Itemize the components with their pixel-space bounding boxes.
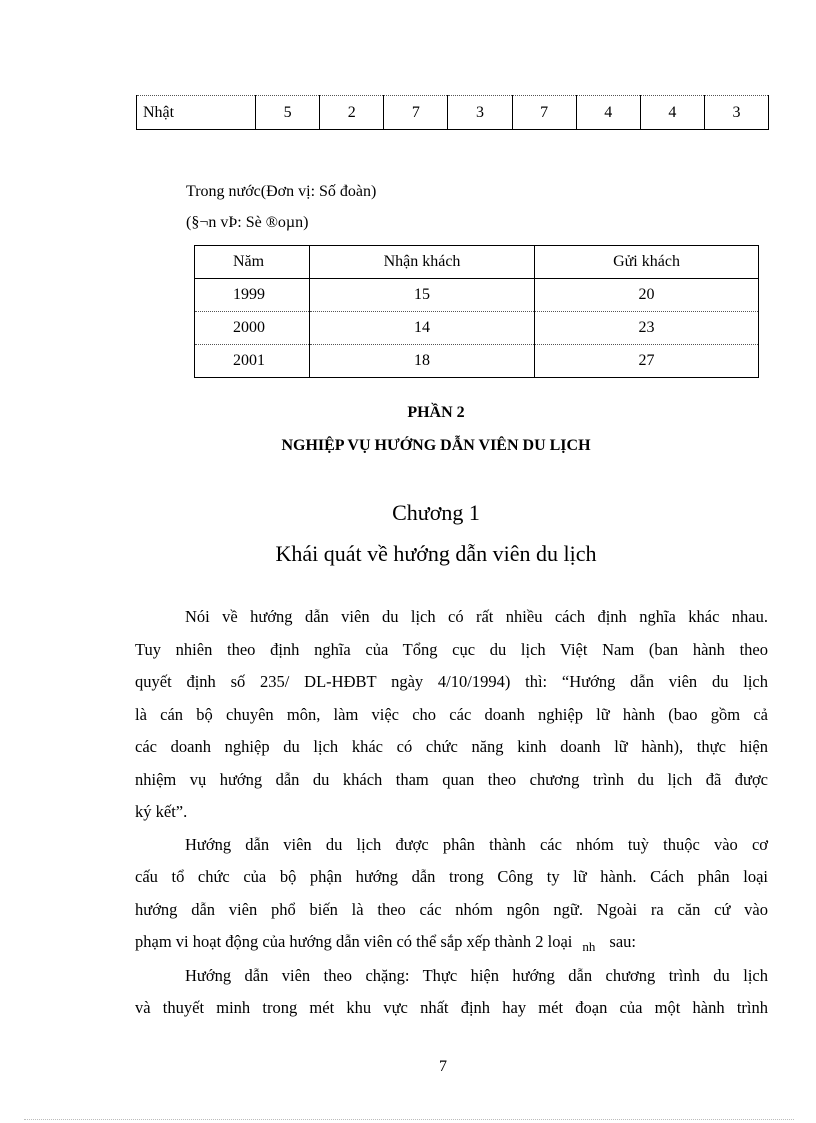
column-header: Gửi khách — [535, 246, 759, 279]
paragraph-line: nhiệm vụ hướng dẫn du khách tham quan theo chương trình du lịch đã được — [135, 769, 768, 789]
table-cell: 4 — [640, 96, 704, 130]
paragraph-line: hướng dẫn viên phổ biến là theo các nhóm ngôn ngữ. Ngoài ra căn cứ vào — [135, 899, 768, 919]
table-header-row — [195, 246, 759, 279]
table-cell: 2001 — [195, 345, 310, 378]
paragraph-line: các doanh nghiệp du lịch khác có chức năng kinh doanh lữ hành), thực hiện — [135, 737, 768, 756]
table-cell: 2000 — [195, 312, 310, 345]
column-header: Nhận khách — [310, 246, 535, 279]
chapter-title: Chương 1 — [392, 500, 480, 525]
paragraph-line: ký kết”. — [135, 802, 188, 821]
paragraph-line: là cán bộ chuyên môn, làm việc cho các doanh nghiệp lữ hành (bao gồm cả — [135, 704, 768, 724]
table-cell: 7 — [384, 96, 448, 130]
line-text: sau: — [609, 932, 636, 951]
page-footer-divider — [24, 1119, 794, 1120]
table-cell: 23 — [535, 312, 759, 345]
paragraph-line: Hướng dẫn viên theo chặng: Thực hiện hướng dẫn chương trình du lịch — [185, 965, 768, 985]
paragraph-line: và thuyết minh trong mét khu vực nhất định hay mét đoạn của một hành trình — [135, 998, 768, 1017]
table-cell: 15 — [310, 279, 535, 312]
table-cell: 7 — [512, 96, 576, 130]
table-cell: 14 — [310, 312, 535, 345]
line-text: phạm vi hoạt động của hướng dẫn viên có thể sắp xếp thành 2 loại — [135, 932, 573, 951]
table-cell: 5 — [256, 96, 320, 130]
table-cell: 3 — [704, 96, 768, 130]
table-row — [195, 279, 759, 312]
paragraph-line: Tuy nhiên theo định nghĩa của Tổng cục du lịch Việt Nam (ban hành theo — [135, 639, 768, 659]
table-row — [195, 345, 759, 378]
paragraph-line: Hướng dẫn viên du lịch được phân thành các nhóm tuỳ thuộc vào cơ — [185, 834, 768, 854]
table-caption: Trong nước(Đơn vị: Số đoàn) — [186, 183, 377, 200]
table-caption-garbled: (§¬n vÞ: Sè ®oµn) — [186, 214, 309, 231]
chapter-subtitle: Khái quát về hướng dẫn viên du lịch — [275, 541, 597, 566]
table-row — [137, 96, 769, 130]
domestic-groups-table — [194, 245, 759, 378]
table-cell: 2 — [320, 96, 384, 130]
paragraph-line: cấu tổ chức của bộ phận hướng dẫn trong Công ty lữ hành. Cách phân loại — [135, 867, 768, 886]
table-row — [195, 312, 759, 345]
body-text — [135, 601, 768, 1025]
paragraph-line — [135, 926, 768, 960]
paragraph-line: Nói về hướng dẫn viên du lịch có rất nhiều cách định nghĩa khác nhau. — [185, 607, 768, 626]
table-cell: 27 — [535, 345, 759, 378]
part-title: PHẦN 2 — [407, 404, 465, 421]
table-cell: 1999 — [195, 279, 310, 312]
visitor-table-continued — [136, 95, 769, 130]
table-cell: 20 — [535, 279, 759, 312]
table-cell: 4 — [576, 96, 640, 130]
small-text-fragment: nh — [582, 939, 596, 954]
paragraph-line: quyết định số 235/ DL-HĐBT ngày 4/10/1994) thì: “Hướng dẫn viên du lịch — [135, 672, 768, 691]
table-cell: 18 — [310, 345, 535, 378]
column-header: Năm — [195, 246, 310, 279]
table-cell: Nhật — [137, 96, 256, 130]
part-subtitle: NGHIỆP VỤ HƯỚNG DẪN VIÊN DU LỊCH — [281, 437, 591, 454]
page-number: 7 — [439, 1058, 447, 1075]
table-cell: 3 — [448, 96, 512, 130]
